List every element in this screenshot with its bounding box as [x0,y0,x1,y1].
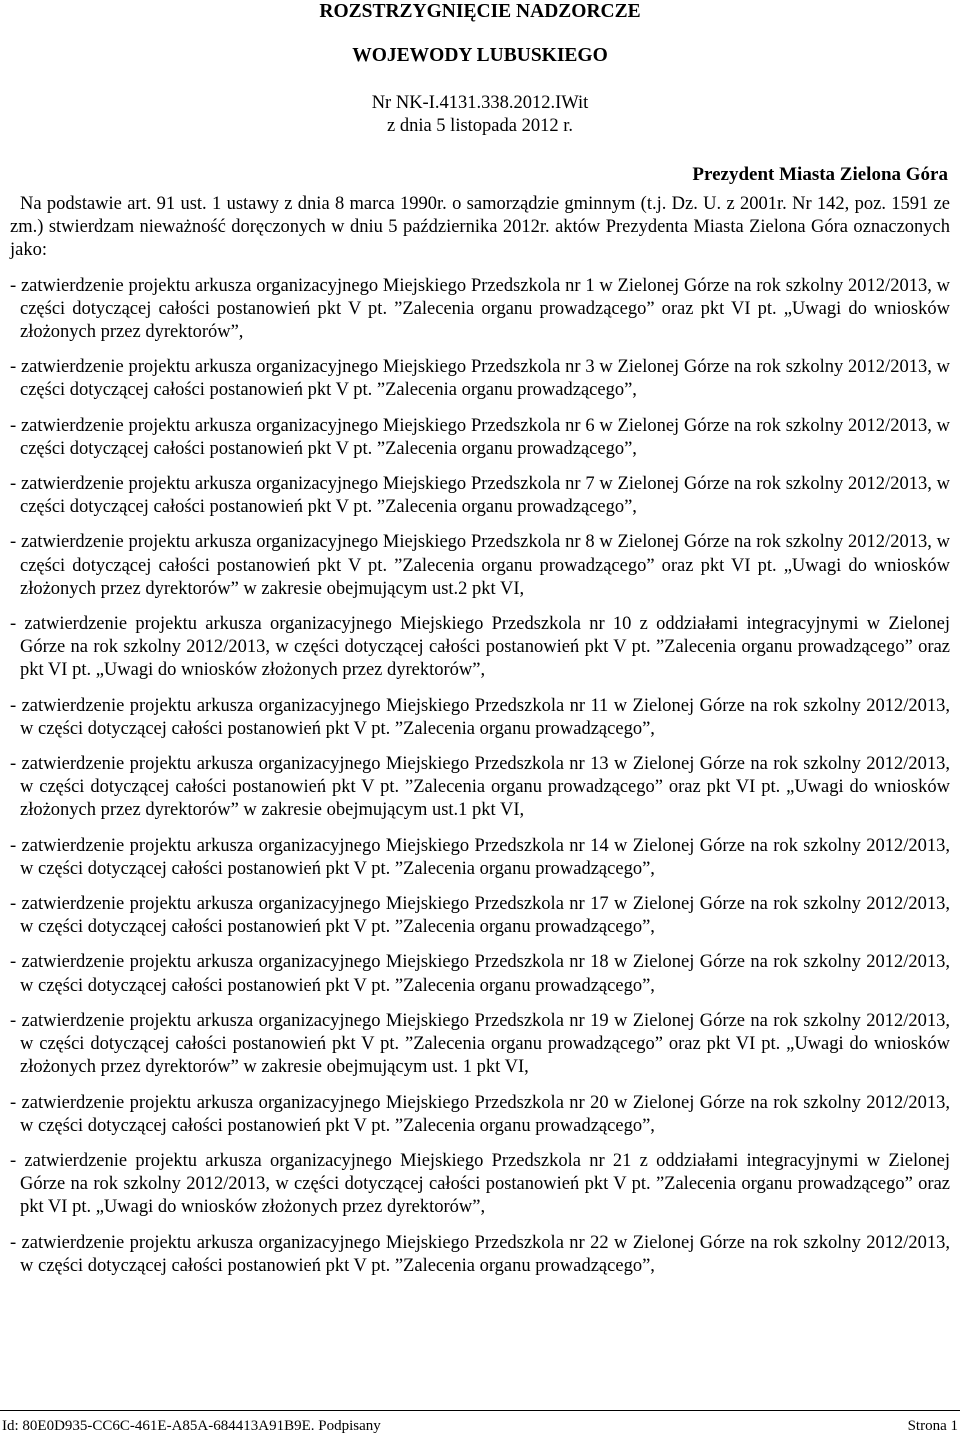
document-title-line-1: ROZSTRZYGNIĘCIE NADZORCZE [319,1,641,22]
list-item: - zatwierdzenie projektu arkusza organizacyjnego Miejskiego Przedszkola nr 3 w Zielonej Górze na rok szkolny 2012/2013, w części dotyczącej całości postanowień pkt V pt. ˮZalecenia organu prowadzącego”, [10,357,950,401]
list-item: - zatwierdzenie projektu arkusza organizacyjnego Miejskiego Przedszkola nr 13 w Zielonej Górze na rok szkolny 2012/2013, w części dotyczącej całości postanowień pkt V pt. ˮZalecenia organu prowadzącegoˮ oraz pkt VI pt. „Uwagi do wniosków złożonych przez dyrektorówˮ w zakresie obejmującym ust.1 pkt VI, [10,754,950,821]
list-item: - zatwierdzenie projektu arkusza organizacyjnego Miejskiego Przedszkola nr 8 w Zielonej Górze na rok szkolny 2012/2013, w części dotyczącej całości postanowień pkt V pt. ˮZalecenia organu prowadzącegoˮ oraz pkt VI pt. „Uwagi do wniosków złożonych przez dyrektorówˮ w zakresie obejmującym ust.2 pkt VI, [10,532,950,599]
list-item: - zatwierdzenie projektu arkusza organizacyjnego Miejskiego Przedszkola nr 18 w Zielonej Górze na rok szkolny 2012/2013, w części dotyczącej całości postanowień pkt V pt. ˮZalecenia organu prowadzącego”, [10,952,950,996]
document-body [10,193,950,1290]
intro-paragraph: Na podstawie art. 91 ust. 1 ustawy z dnia 8 marca 1990r. o samorządzie gminnym (t.j. Dz. U. z 2001r. Nr 142, poz. 1591 ze zm.) stwierdzam nieważność doręczonych w dniu 5 października 2012r. aktów Prezydenta Miasta Zielona Góra oznaczonych jako: [10,194,950,261]
list-item: - zatwierdzenie projektu arkusza organizacyjnego Miejskiego Przedszkola nr 14 w Zielonej Górze na rok szkolny 2012/2013, w części dotyczącej całości postanowień pkt V pt. ˮZalecenia organu prowadzącego”, [10,835,950,879]
list-item: - zatwierdzenie projektu arkusza organizacyjnego Miejskiego Przedszkola nr 11 w Zielonej Górze na rok szkolny 2012/2013, w części dotyczącej całości postanowień pkt V pt. ˮZalecenia organu prowadzącego”, [10,695,950,739]
list-item: - zatwierdzenie projektu arkusza organizacyjnego Miejskiego Przedszkola nr 20 w Zielonej Górze na rok szkolny 2012/2013, w części dotyczącej całości postanowień pkt V pt. ˮZalecenia organu prowadzącego”, [10,1092,950,1136]
list-item: - zatwierdzenie projektu arkusza organizacyjnego Miejskiego Przedszkola nr 17 w Zielonej Górze na rok szkolny 2012/2013, w części dotyczącej całości postanowień pkt V pt. ˮZalecenia organu prowadzącego”, [10,894,950,938]
list-item: - zatwierdzenie projektu arkusza organizacyjnego Miejskiego Przedszkola nr 7 w Zielonej Górze na rok szkolny 2012/2013, w części dotyczącej całości postanowień pkt V pt. ˮZalecenia organu prowadzącego”, [10,474,950,518]
addressee: Prezydent Miasta Zielona Góra [692,164,948,185]
page-number: Strona 1 [907,1418,958,1434]
list-item: - zatwierdzenie projektu arkusza organizacyjnego Miejskiego Przedszkola nr 10 z oddziałami integracyjnymi w Zielonej Górze na rok szkolny 2012/2013, w części dotyczącej całości postanowień pkt V pt. ˮZalecenia organu prowadzącegoˮ oraz pkt VI pt. „Uwagi do wniosków złożonych przez dyrektorów”, [10,614,950,681]
list-item: - zatwierdzenie projektu arkusza organizacyjnego Miejskiego Przedszkola nr 1 w Zielonej Górze na rok szkolny 2012/2013, w części dotyczącej całości postanowień pkt V pt. ˮZalecenia organu prowadzącegoˮ oraz pkt VI pt. „Uwagi do wniosków złożonych przez dyrektorów”, [10,275,950,343]
document-number: Nr NK-I.4131.338.2012.IWit [371,93,589,113]
list-item: - zatwierdzenie projektu arkusza organizacyjnego Miejskiego Przedszkola nr 19 w Zielonej Górze na rok szkolny 2012/2013, w części dotyczącej całości postanowień pkt V pt. ˮZalecenia organu prowadzącegoˮ oraz pkt VI pt. „Uwagi do wniosków złożonych przez dyrektorówˮ w zakresie obejmującym ust. 1 pkt VI, [10,1010,950,1078]
list-item: - zatwierdzenie projektu arkusza organizacyjnego Miejskiego Przedszkola nr 21 z oddziałami integracyjnymi w Zielonej Górze na rok szkolny 2012/2013, w części dotyczącej całości postanowień pkt V pt. ˮZalecenia organu prowadzącegoˮ oraz pkt VI pt. „Uwagi do wniosków złożonych przez dyrektorów”, [10,1150,950,1218]
document-title-line-2: WOJEWODY LUBUSKIEGO [352,45,608,66]
list-item: - zatwierdzenie projektu arkusza organizacyjnego Miejskiego Przedszkola nr 6 w Zielonej Górze na rok szkolny 2012/2013, w części dotyczącej całości postanowień pkt V pt. ˮZalecenia organu prowadzącego”, [10,415,950,459]
document-id: Id: 80E0D935-CC6C-461E-A85A-684413A91B9E. Podpisany [2,1418,381,1434]
footer-divider [0,1410,960,1411]
document-date: z dnia 5 listopada 2012 r. [387,116,573,136]
list-item: - zatwierdzenie projektu arkusza organizacyjnego Miejskiego Przedszkola nr 22 w Zielonej Górze na rok szkolny 2012/2013, w części dotyczącej całości postanowień pkt V pt. ˮZalecenia organu prowadzącego”, [10,1232,950,1276]
acts-list [10,275,950,1278]
